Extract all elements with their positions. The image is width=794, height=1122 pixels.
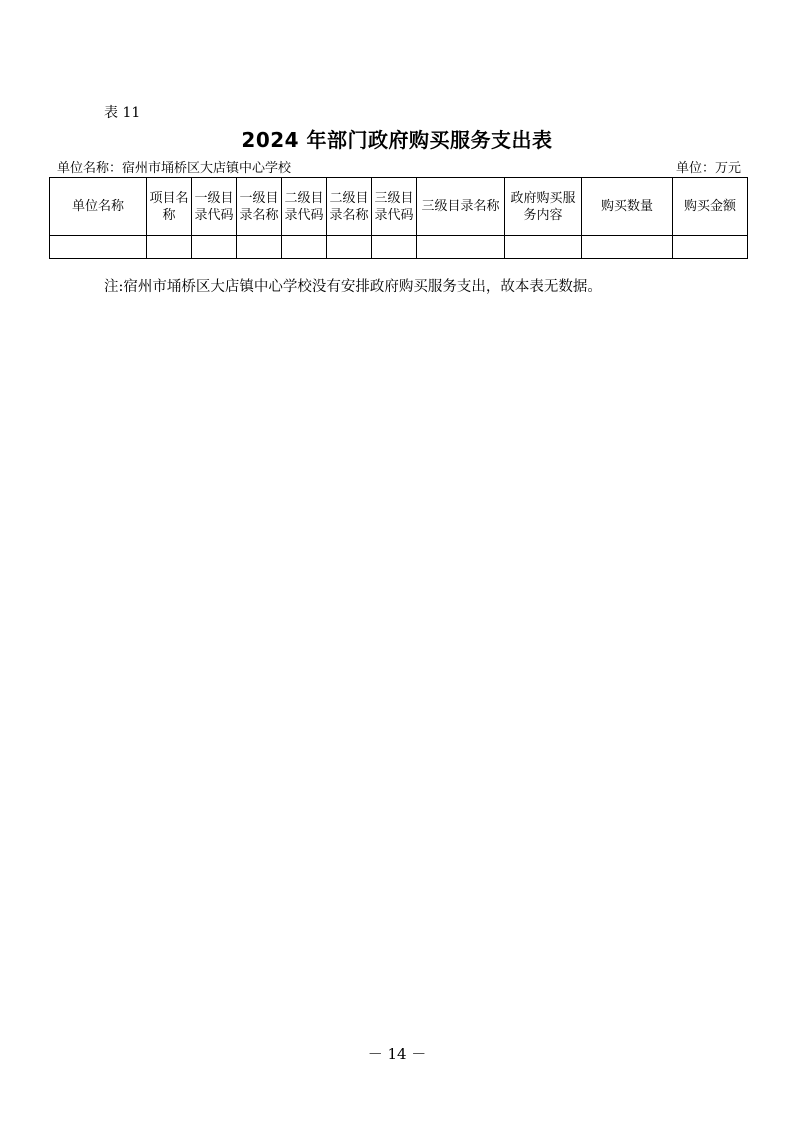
unit-label: 单位：万元 bbox=[675, 161, 741, 176]
table-cell bbox=[505, 236, 582, 259]
table-note: 注:宿州市埇桥区大店镇中心学校没有安排政府购买服务支出，故本表无数据。 bbox=[104, 279, 602, 295]
header-level2-name: 二级目录名称 bbox=[327, 178, 372, 236]
table-header-row bbox=[50, 178, 748, 236]
header-service-content: 政府购买服务内容 bbox=[505, 178, 582, 236]
table-cell bbox=[147, 236, 192, 259]
table-number: 表 11 bbox=[104, 105, 141, 121]
unit-name-label: 单位名称：宿州市埇桥区大店镇中心学校 bbox=[57, 161, 292, 176]
table-cell bbox=[192, 236, 237, 259]
page-title: 2024 年部门政府购买服务支出表 bbox=[241, 128, 553, 152]
expense-table bbox=[49, 177, 748, 259]
table-cell bbox=[673, 236, 748, 259]
header-purchase-amount: 购买金额 bbox=[673, 178, 748, 236]
header-level3-code: 三级目录代码 bbox=[372, 178, 417, 236]
header-project-name: 项目名称 bbox=[147, 178, 192, 236]
header-level1-name: 一级目录名称 bbox=[237, 178, 282, 236]
table-cell bbox=[50, 236, 147, 259]
header-level2-code: 二级目录代码 bbox=[282, 178, 327, 236]
table-cell bbox=[282, 236, 327, 259]
table-cell bbox=[372, 236, 417, 259]
table-cell bbox=[417, 236, 505, 259]
header-level1-code: 一级目录代码 bbox=[192, 178, 237, 236]
header-unit-name: 单位名称 bbox=[50, 178, 147, 236]
header-purchase-quantity: 购买数量 bbox=[582, 178, 673, 236]
page-number: － 14 － bbox=[367, 1045, 427, 1063]
table-cell bbox=[582, 236, 673, 259]
header-level3-name: 三级目录名称 bbox=[417, 178, 505, 236]
table-cell bbox=[237, 236, 282, 259]
table-cell bbox=[327, 236, 372, 259]
table-meta-row bbox=[57, 157, 741, 176]
table-row bbox=[50, 236, 748, 259]
